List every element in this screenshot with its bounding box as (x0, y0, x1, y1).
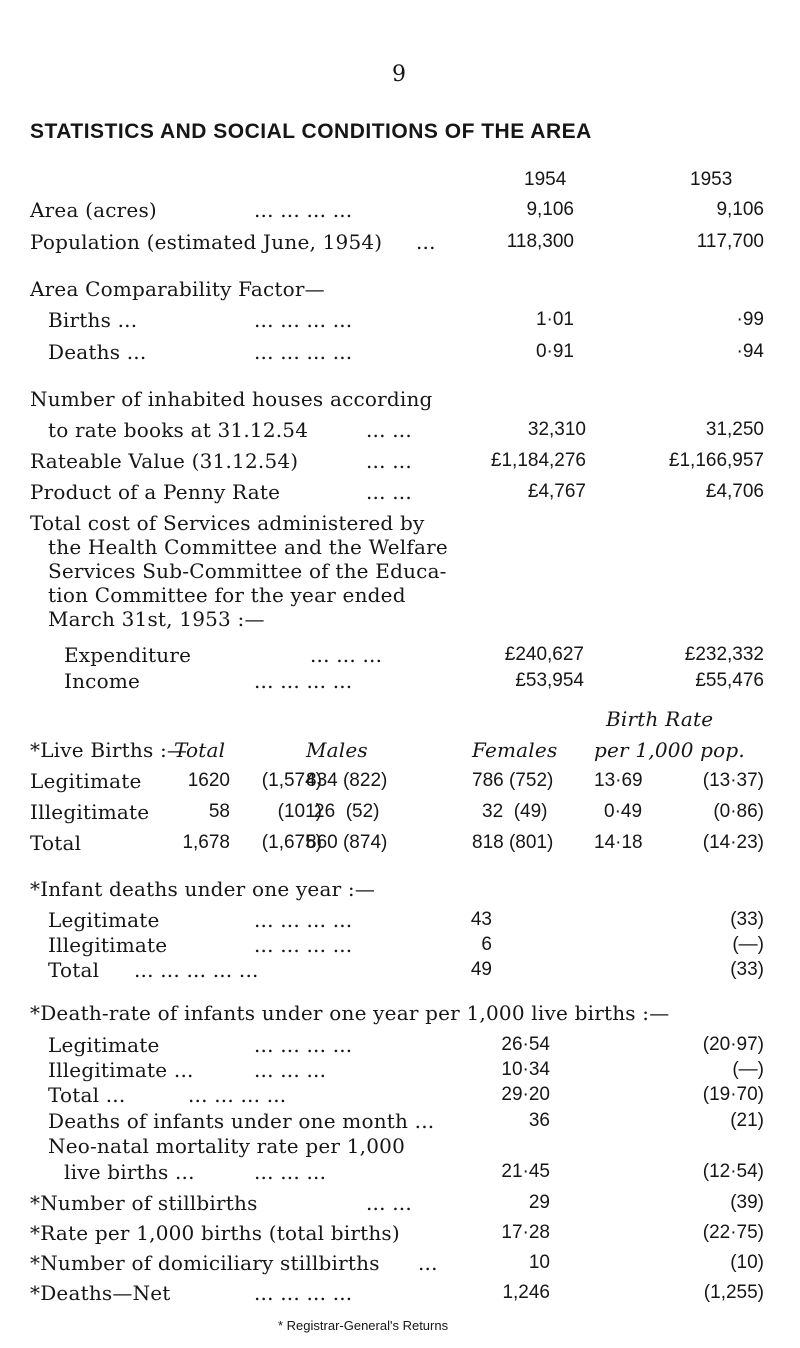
stillbirth-prev: (22·75) (702, 1222, 764, 1243)
infant-rate-prev: (19·70) (702, 1084, 764, 1105)
live-births-rate-prev: (0·86) (713, 801, 764, 822)
infant-deaths-dots: ... ... ... ... ... (134, 958, 259, 982)
expenditure-label: Expenditure (64, 643, 192, 667)
rateable-1954: £1,184,276 (490, 450, 586, 471)
area-label: Area (acres) (30, 198, 157, 222)
year-header-1953: 1953 (690, 169, 733, 190)
live-births-rate-prev: (13·37) (702, 770, 764, 791)
footnote: * Registrar-General's Returns (278, 1318, 449, 1333)
stillbirth-label: *Rate per 1,000 births (total births) (30, 1221, 400, 1245)
income-leader-dots: ... ... ... ... (254, 669, 353, 693)
live-births-females: 32 (49) (482, 801, 548, 822)
infant-deaths-value: 43 (470, 909, 492, 930)
infant-rate-value: 26·54 (501, 1034, 550, 1055)
neonatal-label-line1: Neo-natal mortality rate per 1,000 (48, 1134, 405, 1158)
infant-deaths-value: 6 (481, 934, 492, 955)
infant-rate-dots: ... ... ... ... (254, 1033, 353, 1057)
population-leader-dots: ... (416, 230, 436, 254)
services-text-line2: the Health Committee and the Welfare (48, 535, 448, 559)
live-births-col-females: Females (472, 738, 558, 762)
live-births-males: 26 (52) (314, 801, 380, 822)
income-label: Income (64, 669, 141, 693)
comparability-births-label: Births ... (48, 308, 138, 332)
stillbirth-dots: ... (418, 1251, 438, 1275)
stillbirth-label: *Number of stillbirths (30, 1191, 258, 1215)
infant-rate-label: Total ... (48, 1083, 126, 1107)
infant-deaths-prev: (33) (730, 909, 764, 930)
live-births-row-label: Total (30, 831, 82, 855)
neonatal-value: 21·45 (501, 1161, 550, 1182)
live-births-col-males: Males (306, 738, 368, 762)
live-births-females: 786 (752) (472, 770, 554, 791)
live-births-col-rate: per 1,000 pop. (594, 738, 745, 762)
live-births-males: 860 (874) (306, 832, 388, 853)
live-births-row-label: Illegitimate (30, 800, 150, 824)
live-births-rate-prev: (14·23) (702, 832, 764, 853)
population-label: Population (estimated June, 1954) (30, 230, 383, 254)
expenditure-1953: £232,332 (684, 644, 764, 665)
area-1953: 9,106 (716, 199, 764, 220)
population-1953: 117,700 (696, 231, 764, 252)
services-text-line1: Total cost of Services administered by (30, 511, 425, 535)
infant-rate-dots: ... ... ... ... (188, 1083, 287, 1107)
stillbirth-prev: (1,255) (703, 1282, 764, 1303)
live-births-col-total: Total (174, 738, 226, 762)
stillbirth-label: *Number of domiciliary stillbirths (30, 1251, 380, 1275)
infant-rate-heading: *Death-rate of infants under one year per 1,000 live births :— (30, 1001, 670, 1025)
comparability-deaths-1953: ·94 (736, 341, 764, 362)
live-births-total: 58 (208, 801, 230, 822)
stillbirth-value: 29 (528, 1192, 550, 1213)
infant-deaths-prev: (—) (732, 934, 764, 955)
live-births-total-prev: (1,574) (261, 770, 322, 791)
services-text-line3: Services Sub-Committee of the Educa- (48, 559, 447, 583)
infant-rate-prev: (—) (732, 1059, 764, 1080)
live-births-rate: 13·69 (594, 770, 643, 791)
neonatal-label-line2: live births ... (64, 1160, 195, 1184)
stillbirth-dots: ... ... ... ... (254, 1281, 353, 1305)
comparability-heading: Area Comparability Factor— (30, 277, 325, 301)
infant-deaths-label: Total (48, 958, 100, 982)
infant-rate-value: 29·20 (501, 1084, 550, 1105)
infant-deaths-value: 49 (470, 959, 492, 980)
comparability-births-1954: 1·01 (535, 309, 574, 330)
infant-deaths-dots: ... ... ... ... (254, 933, 353, 957)
houses-leader-dots: ... ... (366, 418, 412, 442)
live-births-row-label: Legitimate (30, 769, 142, 793)
infant-deaths-label: Illegitimate (48, 933, 168, 957)
page-number: 9 (392, 62, 406, 87)
stillbirth-value: 17·28 (501, 1222, 550, 1243)
year-header-1954: 1954 (524, 169, 567, 190)
live-births-males: 834 (822) (306, 770, 388, 791)
expenditure-1954: £240,627 (504, 644, 584, 665)
infant-rate-value: 10·34 (501, 1059, 550, 1080)
comparability-deaths-label: Deaths ... (48, 340, 147, 364)
live-births-rate: 0·49 (604, 801, 643, 822)
rateable-leader-dots: ... ... (366, 449, 412, 473)
services-text-line5: March 31st, 1953 :— (48, 607, 265, 631)
neonatal-dots: ... ... ... (254, 1160, 327, 1184)
infant-rate-prev: (21) (730, 1110, 764, 1131)
income-1954: £53,954 (515, 670, 584, 691)
infant-rate-value: 36 (528, 1110, 550, 1131)
live-births-total: 1620 (187, 770, 230, 791)
rateable-label: Rateable Value (31.12.54) (30, 449, 299, 473)
houses-label-line1: Number of inhabited houses according (30, 387, 433, 411)
infant-rate-prev: (20·97) (702, 1034, 764, 1055)
live-births-heading: *Live Births :— (30, 738, 188, 762)
population-1954: 118,300 (506, 231, 574, 252)
infant-deaths-prev: (33) (730, 959, 764, 980)
stillbirth-label: *Deaths—Net (30, 1281, 171, 1305)
stillbirth-value: 10 (528, 1252, 550, 1273)
penny-1954: £4,767 (527, 481, 586, 502)
live-births-females: 818 (801) (472, 832, 554, 853)
penny-label: Product of a Penny Rate (30, 480, 281, 504)
infant-deaths-dots: ... ... ... ... (254, 908, 353, 932)
stillbirth-prev: (39) (730, 1192, 764, 1213)
comparability-deaths-dots: ... ... ... ... (254, 340, 353, 364)
services-text-line4: tion Committee for the year ended (48, 583, 406, 607)
comparability-births-1953: ·99 (736, 309, 764, 330)
stillbirth-prev: (10) (730, 1252, 764, 1273)
stillbirth-value: 1,246 (502, 1282, 550, 1303)
houses-1953: 31,250 (705, 419, 764, 440)
live-births-total: 1,678 (182, 832, 230, 853)
live-births-total-prev: (1,675) (261, 832, 322, 853)
comparability-deaths-1954: 0·91 (535, 341, 574, 362)
houses-1954: 32,310 (527, 419, 586, 440)
birth-rate-heading: Birth Rate (606, 707, 714, 731)
comparability-births-dots: ... ... ... ... (254, 308, 353, 332)
houses-label-line2: to rate books at 31.12.54 (48, 418, 309, 442)
income-1953: £55,476 (695, 670, 764, 691)
penny-leader-dots: ... ... (366, 480, 412, 504)
area-leader-dots: ... ... ... ... (254, 198, 353, 222)
infant-deaths-label: Legitimate (48, 908, 160, 932)
infant-rate-label: Deaths of infants under one month ... (48, 1109, 435, 1133)
infant-rate-label: Illegitimate ... (48, 1058, 194, 1082)
infant-deaths-heading: *Infant deaths under one year :— (30, 877, 376, 901)
penny-1953: £4,706 (705, 481, 764, 502)
area-1954: 9,106 (526, 199, 574, 220)
infant-rate-label: Legitimate (48, 1033, 160, 1057)
page-title: STATISTICS AND SOCIAL CONDITIONS OF THE AREA (30, 120, 592, 143)
live-births-rate: 14·18 (594, 832, 643, 853)
infant-rate-dots: ... ... ... (254, 1058, 327, 1082)
expenditure-leader-dots: ... ... ... (310, 643, 383, 667)
rateable-1953: £1,166,957 (668, 450, 764, 471)
live-births-total-prev: (101) (277, 801, 322, 822)
stillbirth-dots: ... ... (366, 1191, 412, 1215)
neonatal-prev: (12·54) (702, 1161, 764, 1182)
